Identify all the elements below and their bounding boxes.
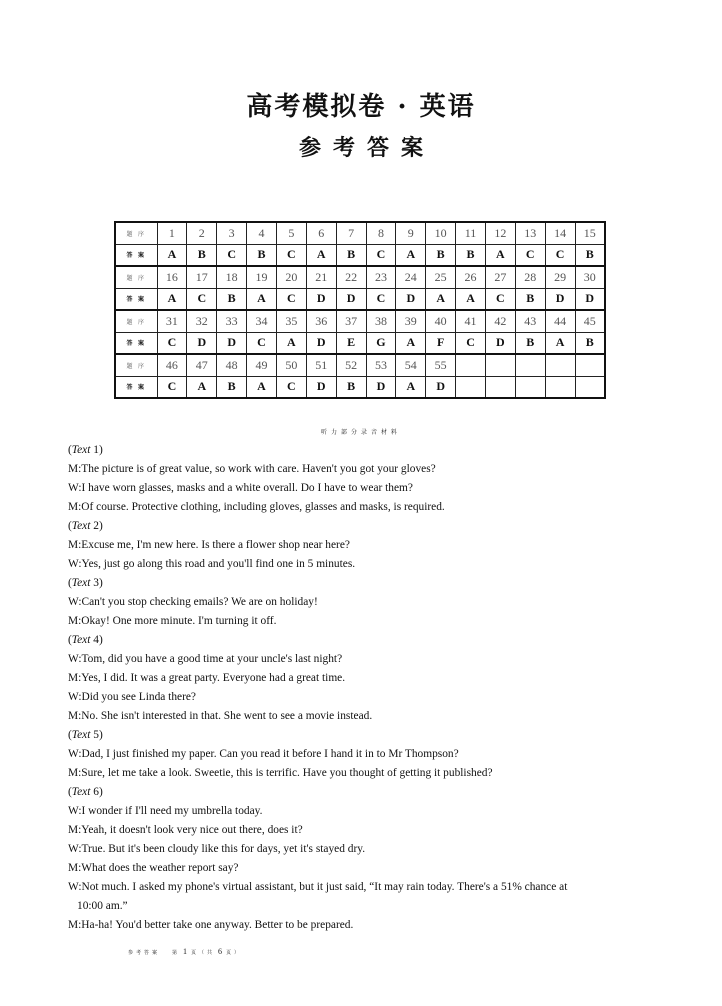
transcript-section-heading: (Text 1) [68, 444, 103, 456]
answer-cell: C [366, 244, 396, 266]
page-title: 高考模拟卷 · 英语 [246, 92, 476, 122]
question-number-cell: 9 [396, 222, 426, 244]
footer-label: 参考答案 [128, 951, 161, 956]
answer-cell: F [426, 332, 456, 354]
question-number-cell: 13 [515, 222, 545, 244]
answer-cell: A [276, 332, 306, 354]
row-label-answer: 答 案 [115, 376, 157, 398]
question-number-cell: 45 [575, 310, 605, 332]
answer-cell: C [366, 288, 396, 310]
answer-cell: D [366, 376, 396, 398]
section-label: Text [71, 520, 91, 532]
question-number-cell: 2 [187, 222, 217, 244]
question-number-cell [515, 354, 545, 376]
footer-page-prefix: 第 [172, 951, 181, 956]
question-number-cell: 52 [336, 354, 366, 376]
answer-cell: B [217, 376, 247, 398]
question-number-cell: 47 [187, 354, 217, 376]
answer-cell: A [545, 332, 575, 354]
answer-cell: C [276, 288, 306, 310]
transcript-line-continuation: 10:00 am.” [77, 900, 128, 912]
answer-cell: B [336, 376, 366, 398]
question-number-cell: 24 [396, 266, 426, 288]
transcript-line: W:I wonder if I'll need my umbrella today. [68, 805, 263, 817]
row-label-answer: 答 案 [115, 288, 157, 310]
question-number-cell: 20 [276, 266, 306, 288]
answer-cell: A [396, 376, 426, 398]
question-number-cell: 23 [366, 266, 396, 288]
answer-cell: B [217, 288, 247, 310]
answer-row [115, 288, 605, 310]
transcript-line: W:Can't you stop checking emails? We are on holiday! [68, 596, 318, 608]
answer-cell: C [217, 244, 247, 266]
row-label-number: 题 序 [115, 354, 157, 376]
question-number-cell: 5 [276, 222, 306, 244]
question-number-cell: 25 [426, 266, 456, 288]
question-number-cell: 10 [426, 222, 456, 244]
question-number-cell: 8 [366, 222, 396, 244]
answer-cell [515, 376, 545, 398]
answer-cell: A [157, 288, 187, 310]
section-label: Text [71, 786, 91, 798]
transcript-line: M:What does the weather report say? [68, 862, 239, 874]
answer-cell: B [247, 244, 277, 266]
question-number-cell [545, 354, 575, 376]
footer-page-total: 6 [218, 947, 224, 956]
question-number-cell: 42 [485, 310, 515, 332]
question-number-cell [575, 354, 605, 376]
question-number-cell: 43 [515, 310, 545, 332]
answer-cell: A [247, 288, 277, 310]
answer-cell: C [247, 332, 277, 354]
answer-table [114, 221, 606, 399]
row-label-number: 题 序 [115, 310, 157, 332]
question-number-cell: 22 [336, 266, 366, 288]
answer-cell: D [306, 288, 336, 310]
answer-cell: A [456, 288, 486, 310]
question-number-cell: 16 [157, 266, 187, 288]
row-label-answer: 答 案 [115, 332, 157, 354]
transcript-section-heading: (Text 2) [68, 520, 103, 532]
answer-cell: B [426, 244, 456, 266]
answer-row [115, 244, 605, 266]
number-row [115, 222, 605, 244]
answer-cell: C [515, 244, 545, 266]
answer-cell: D [217, 332, 247, 354]
number-row [115, 266, 605, 288]
answer-cell [575, 376, 605, 398]
question-number-cell: 49 [247, 354, 277, 376]
question-number-cell: 12 [485, 222, 515, 244]
answer-cell: C [456, 332, 486, 354]
answer-cell: B [515, 332, 545, 354]
section-number: 1 [93, 444, 99, 456]
transcript-line: W:True. But it's been cloudy like this for days, yet it's stayed dry. [68, 843, 366, 855]
answer-cell: C [276, 244, 306, 266]
question-number-cell: 50 [276, 354, 306, 376]
question-number-cell: 48 [217, 354, 247, 376]
answer-cell: D [187, 332, 217, 354]
answer-cell: B [575, 332, 605, 354]
section-label: Text [71, 634, 91, 646]
answer-cell: B [187, 244, 217, 266]
footer-total-suffix: 页） [226, 951, 243, 956]
answer-cell: C [276, 376, 306, 398]
question-number-cell: 34 [247, 310, 277, 332]
question-number-cell: 19 [247, 266, 277, 288]
transcript-line: M:Ha-ha! You'd better take one anyway. Better to be prepared. [68, 919, 354, 931]
answer-cell: D [396, 288, 426, 310]
answer-cell: B [515, 288, 545, 310]
page-subtitle: 参考答案 [298, 135, 435, 161]
answer-cell [485, 376, 515, 398]
answer-cell: C [157, 376, 187, 398]
row-label-answer: 答 案 [115, 244, 157, 266]
question-number-cell: 38 [366, 310, 396, 332]
question-number-cell: 21 [306, 266, 336, 288]
transcript-section-heading: (Text 3) [68, 577, 103, 589]
answer-cell: D [545, 288, 575, 310]
question-number-cell: 32 [187, 310, 217, 332]
answer-cell: A [426, 288, 456, 310]
question-number-cell: 7 [336, 222, 366, 244]
answer-cell: B [575, 244, 605, 266]
section-label: Text [71, 444, 91, 456]
question-number-cell: 14 [545, 222, 575, 244]
transcript-line-text: W:Not much. I asked my phone's virtual assistant, but it just said, “It may rain today. There's a 51% chance at [68, 881, 568, 893]
question-number-cell: 37 [336, 310, 366, 332]
question-number-cell [456, 354, 486, 376]
question-number-cell: 15 [575, 222, 605, 244]
question-number-cell: 55 [426, 354, 456, 376]
transcript-line [68, 878, 658, 916]
question-number-cell: 41 [456, 310, 486, 332]
question-number-cell: 40 [426, 310, 456, 332]
answer-cell: B [336, 244, 366, 266]
question-number-cell: 6 [306, 222, 336, 244]
answer-cell: A [247, 376, 277, 398]
answer-row [115, 332, 605, 354]
answer-cell: A [396, 244, 426, 266]
answer-cell: C [157, 332, 187, 354]
transcript-line: M:Sure, let me take a look. Sweetie, this is terrific. Have you thought of getting it published? [68, 767, 493, 779]
answer-cell [545, 376, 575, 398]
question-number-cell: 27 [485, 266, 515, 288]
answer-cell: E [336, 332, 366, 354]
answer-cell [456, 376, 486, 398]
transcript-line: M:Excuse me, I'm new here. Is there a flower shop near here? [68, 539, 350, 551]
question-number-cell: 39 [396, 310, 426, 332]
transcript-line: M:Okay! One more minute. I'm turning it off. [68, 615, 277, 627]
transcript-line: W:Yes, just go along this road and you'll find one in 5 minutes. [68, 558, 356, 570]
question-number-cell: 51 [306, 354, 336, 376]
transcript-line: W:Did you see Linda there? [68, 691, 196, 703]
answer-cell: D [306, 332, 336, 354]
section-number: 2 [93, 520, 99, 532]
question-number-cell: 28 [515, 266, 545, 288]
answer-cell: D [426, 376, 456, 398]
transcript-section-heading: (Text 6) [68, 786, 103, 798]
transcript-line: M:The picture is of great value, so work with care. Haven't you got your gloves? [68, 463, 436, 475]
answer-cell: A [396, 332, 426, 354]
answer-cell: D [485, 332, 515, 354]
question-number-cell: 53 [366, 354, 396, 376]
question-number-cell [485, 354, 515, 376]
question-number-cell: 17 [187, 266, 217, 288]
page-footer [128, 947, 242, 956]
answer-cell: D [336, 288, 366, 310]
answer-cell: G [366, 332, 396, 354]
transcript-heading: 听力部分录音材料 [320, 430, 401, 436]
question-number-cell: 26 [456, 266, 486, 288]
question-number-cell: 4 [247, 222, 277, 244]
answer-cell: C [187, 288, 217, 310]
number-row [115, 310, 605, 332]
section-number: 3 [93, 577, 99, 589]
number-row [115, 354, 605, 376]
question-number-cell: 36 [306, 310, 336, 332]
answer-table-body [115, 222, 605, 398]
answer-cell: D [575, 288, 605, 310]
answer-cell: D [306, 376, 336, 398]
transcript-section-heading: (Text 4) [68, 634, 103, 646]
question-number-cell: 3 [217, 222, 247, 244]
answer-cell: C [545, 244, 575, 266]
question-number-cell: 44 [545, 310, 575, 332]
answer-cell: A [485, 244, 515, 266]
answer-cell: A [187, 376, 217, 398]
transcript-line: M:Yeah, it doesn't look very nice out there, does it? [68, 824, 303, 836]
answer-cell: C [485, 288, 515, 310]
question-number-cell: 31 [157, 310, 187, 332]
listening-transcript [68, 441, 658, 935]
question-number-cell: 54 [396, 354, 426, 376]
answer-cell: B [456, 244, 486, 266]
question-number-cell: 18 [217, 266, 247, 288]
section-label: Text [71, 729, 91, 741]
transcript-line: M:No. She isn't interested in that. She went to see a movie instead. [68, 710, 373, 722]
section-label: Text [71, 577, 91, 589]
answer-row [115, 376, 605, 398]
section-number: 6 [93, 786, 99, 798]
question-number-cell: 30 [575, 266, 605, 288]
transcript-line: W:Tom, did you have a good time at your uncle's last night? [68, 653, 343, 665]
row-label-number: 题 序 [115, 222, 157, 244]
question-number-cell: 33 [217, 310, 247, 332]
transcript-line: W:I have worn glasses, masks and a white overall. Do I have to wear them? [68, 482, 413, 494]
transcript-section-heading: (Text 5) [68, 729, 103, 741]
section-number: 5 [93, 729, 99, 741]
transcript-line: M:Of course. Protective clothing, including gloves, glasses and masks, is required. [68, 501, 445, 513]
question-number-cell: 35 [276, 310, 306, 332]
section-number: 4 [93, 634, 99, 646]
transcript-line: W:Dad, I just finished my paper. Can you read it before I hand it in to Mr Thompson? [68, 748, 459, 760]
footer-page-number: 1 [183, 947, 189, 956]
question-number-cell: 29 [545, 266, 575, 288]
transcript-line: M:Yes, I did. It was a great party. Everyone had a great time. [68, 672, 346, 684]
row-label-number: 题 序 [115, 266, 157, 288]
answer-cell: A [306, 244, 336, 266]
footer-page-unit: 页（共 [191, 951, 216, 956]
question-number-cell: 46 [157, 354, 187, 376]
question-number-cell: 11 [456, 222, 486, 244]
answer-cell: A [157, 244, 187, 266]
question-number-cell: 1 [157, 222, 187, 244]
